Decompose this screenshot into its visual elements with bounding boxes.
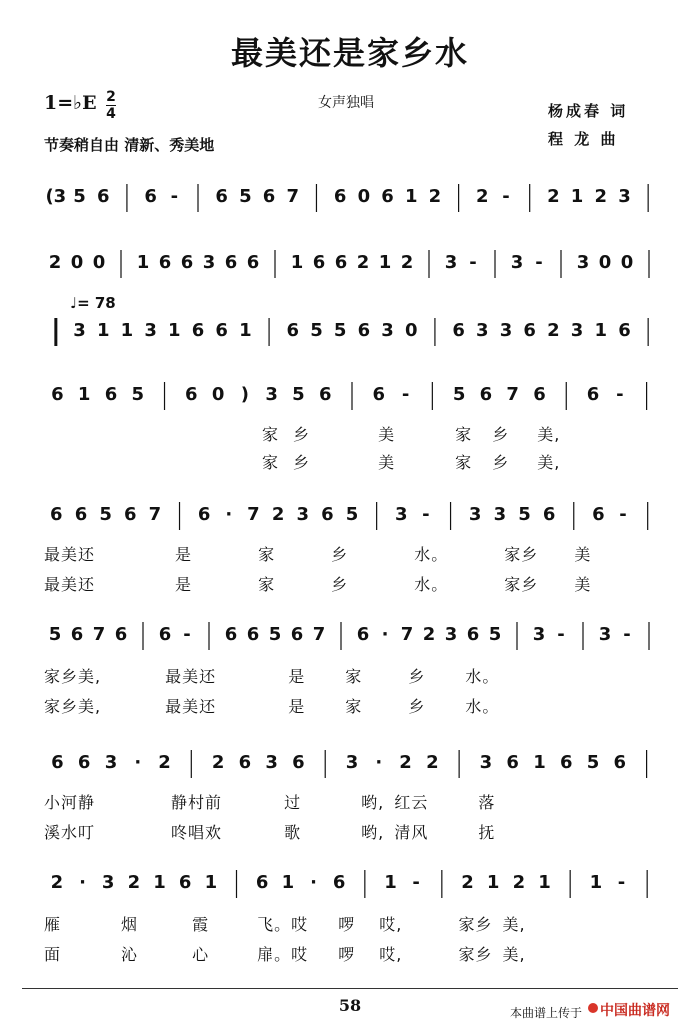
source-text: 本曲谱上传于 bbox=[510, 1006, 583, 1020]
note: 3 bbox=[444, 252, 458, 273]
note: 6 bbox=[224, 252, 238, 273]
note: 1 bbox=[290, 252, 304, 273]
note: · bbox=[79, 872, 86, 893]
note: 6 bbox=[114, 624, 128, 645]
composer-credit: 程 龙 曲 bbox=[548, 130, 619, 148]
note: 1 bbox=[168, 320, 181, 341]
brand-name: 中国曲谱网 bbox=[600, 1003, 670, 1019]
note: 6 bbox=[334, 252, 348, 273]
note: 5 bbox=[518, 504, 531, 525]
note: 5 bbox=[586, 752, 600, 773]
note: 6 bbox=[70, 624, 84, 645]
note: 6 bbox=[523, 320, 536, 341]
note: 3 bbox=[532, 624, 546, 645]
lyrics-row-5b: 最美还 是 家 乡 水。 家乡 美 bbox=[44, 575, 592, 594]
lyrics-row-8b: 面 沁 心 扉。哎 啰 哎, 家乡 美, bbox=[44, 945, 526, 964]
note: 1 bbox=[378, 252, 392, 273]
note: - bbox=[535, 252, 543, 273]
note: 7 bbox=[506, 384, 519, 405]
note: 2 bbox=[211, 752, 225, 773]
note: 6 bbox=[158, 252, 172, 273]
note: 7 bbox=[312, 624, 326, 645]
note: 6 bbox=[321, 504, 334, 525]
note: 5 bbox=[488, 624, 502, 645]
note: 6 bbox=[286, 320, 300, 341]
note: 7 bbox=[247, 504, 260, 525]
note: 3 bbox=[499, 320, 513, 341]
note: 6 bbox=[74, 504, 88, 525]
time-signature-bottom: 4 bbox=[106, 106, 116, 122]
note: · bbox=[134, 752, 142, 773]
note: 3 bbox=[345, 752, 359, 773]
lyrics-row-8a: 雁 烟 霞 飞。哎 啰 哎, 家乡 美, bbox=[44, 915, 526, 934]
lyrics-row-7a: 小河静 静村前 过 哟, 红云 落 bbox=[44, 793, 496, 812]
note: 2 bbox=[356, 252, 370, 273]
note: ) bbox=[240, 384, 249, 405]
tempo-marking: 节奏稍自由 清新、秀美地 bbox=[44, 136, 215, 154]
note: 3 bbox=[265, 384, 278, 405]
note: 6 bbox=[191, 320, 205, 341]
note: 5 bbox=[239, 186, 252, 207]
note: 0 bbox=[598, 252, 612, 273]
note: - bbox=[616, 384, 624, 405]
note: 6 bbox=[180, 252, 194, 273]
note: 6 bbox=[372, 384, 386, 405]
note: 6 bbox=[290, 624, 304, 645]
note: 6 bbox=[357, 320, 371, 341]
note: 3 bbox=[395, 504, 408, 525]
note: 2 bbox=[127, 872, 141, 893]
note: 3 bbox=[510, 252, 524, 273]
note: 6 bbox=[452, 320, 465, 341]
note: 6 bbox=[381, 186, 394, 207]
lyrics-row-6b: 家乡美, 最美还 是 家 乡 水。 bbox=[44, 697, 500, 716]
note: 6 bbox=[618, 320, 631, 341]
note: 6 bbox=[613, 752, 627, 773]
note: 5 bbox=[99, 504, 112, 525]
footer-rule bbox=[22, 988, 678, 989]
lyrics-row-7b: 溪水叮 咚唱欢 歌 哟, 清风 抚 bbox=[44, 823, 496, 842]
note: 3 bbox=[202, 252, 216, 273]
note: 7 bbox=[286, 186, 300, 207]
note: 2 bbox=[50, 872, 64, 893]
note: 1 bbox=[77, 384, 91, 405]
note: 6 bbox=[104, 384, 118, 405]
note: 6 bbox=[238, 752, 252, 773]
note: 0 bbox=[70, 252, 84, 273]
note: 6 bbox=[197, 504, 211, 525]
note: · bbox=[310, 872, 317, 893]
note: 2 bbox=[547, 186, 560, 207]
note: 2 bbox=[48, 252, 62, 273]
note: 6 bbox=[356, 624, 370, 645]
note: 5 bbox=[310, 320, 323, 341]
note: 6 bbox=[215, 320, 228, 341]
note: 1 bbox=[120, 320, 134, 341]
note: 1 bbox=[384, 872, 397, 893]
note: 5 bbox=[333, 320, 347, 341]
lyrics-row-6a: 家乡美, 最美还 是 家 乡 水。 bbox=[44, 667, 500, 686]
note: 3 bbox=[476, 320, 489, 341]
note: 1 bbox=[204, 872, 218, 893]
note: 6 bbox=[559, 752, 573, 773]
note: 2 bbox=[547, 320, 560, 341]
key-signature: 1=♭E bbox=[44, 92, 97, 114]
note: 6 bbox=[185, 384, 198, 405]
note: 3 bbox=[570, 320, 584, 341]
note: 3 bbox=[576, 252, 590, 273]
lyrics-row-4b: 家 乡 美 家 乡 美, bbox=[262, 453, 561, 472]
note: 2 bbox=[428, 186, 442, 207]
note: 6 bbox=[178, 872, 192, 893]
lyrics-row-5a: 最美还 是 家 乡 水。 家乡 美 bbox=[44, 545, 592, 564]
note: 6 bbox=[466, 624, 480, 645]
note: - bbox=[170, 186, 179, 207]
note: - bbox=[502, 186, 510, 207]
note: - bbox=[422, 504, 430, 525]
note: 3 bbox=[381, 320, 394, 341]
note: 3 bbox=[104, 752, 118, 773]
note: 6 bbox=[144, 186, 157, 207]
note: 1 bbox=[486, 872, 500, 893]
note: 6 bbox=[96, 186, 110, 207]
note: 2 bbox=[158, 752, 171, 773]
note: · bbox=[381, 624, 389, 645]
note: - bbox=[183, 624, 191, 645]
metronome-marking: ♩= 78 bbox=[70, 294, 116, 312]
note: 6 bbox=[332, 872, 346, 893]
song-title: 最美还是家乡水 bbox=[230, 34, 469, 72]
brand-logo-icon bbox=[588, 1003, 598, 1013]
note: 3 bbox=[493, 504, 507, 525]
note: 6 bbox=[586, 384, 600, 405]
note: 5 bbox=[48, 624, 62, 645]
note: 3 bbox=[598, 624, 612, 645]
note: 6 bbox=[533, 384, 546, 405]
note: - bbox=[401, 384, 410, 405]
note: 6 bbox=[333, 186, 347, 207]
note: 1 bbox=[538, 872, 551, 893]
note: - bbox=[623, 624, 631, 645]
note: 3 bbox=[479, 752, 493, 773]
note: 0 bbox=[211, 384, 225, 405]
note: 1 bbox=[589, 872, 603, 893]
note: 1 bbox=[404, 186, 418, 207]
note: · bbox=[375, 752, 383, 773]
note: 3 bbox=[618, 186, 631, 207]
note: 5 bbox=[345, 504, 359, 525]
note: · bbox=[225, 504, 233, 525]
note: 1 bbox=[153, 872, 166, 893]
note: 6 bbox=[592, 504, 605, 525]
note: 0 bbox=[357, 186, 371, 207]
note: 6 bbox=[292, 752, 305, 773]
note: - bbox=[412, 872, 420, 893]
note: 6 bbox=[246, 252, 260, 273]
note: 3 bbox=[296, 504, 309, 525]
note: 6 bbox=[158, 624, 172, 645]
note: 5 bbox=[73, 186, 86, 207]
lyrics-row-4a: 家 乡 美 家 乡 美, bbox=[262, 425, 561, 444]
note: 5 bbox=[452, 384, 466, 405]
note: 3 bbox=[101, 872, 115, 893]
note: 6 bbox=[506, 752, 519, 773]
note: 6 bbox=[77, 752, 91, 773]
note: 5 bbox=[292, 384, 305, 405]
note: 6 bbox=[318, 384, 332, 405]
note: (3 bbox=[45, 186, 67, 207]
note: 2 bbox=[594, 186, 608, 207]
note: 6 bbox=[542, 504, 556, 525]
note: 3 bbox=[444, 624, 458, 645]
note: 2 bbox=[426, 752, 439, 773]
note: 6 bbox=[262, 186, 276, 207]
note: 7 bbox=[400, 624, 414, 645]
note: 6 bbox=[215, 186, 228, 207]
performance-type: 女声独唱 bbox=[318, 95, 374, 111]
note: 1 bbox=[96, 320, 110, 341]
note: 0 bbox=[404, 320, 418, 341]
note: 2 bbox=[512, 872, 526, 893]
note: 3 bbox=[144, 320, 157, 341]
note: 1 bbox=[239, 320, 252, 341]
note: 6 bbox=[123, 504, 137, 525]
note: 3 bbox=[265, 752, 278, 773]
lyricist-credit: 杨成春 词 bbox=[548, 102, 629, 120]
note: - bbox=[619, 504, 627, 525]
note: 6 bbox=[479, 384, 493, 405]
note: - bbox=[469, 252, 477, 273]
note: 3 bbox=[73, 320, 86, 341]
note: 1 bbox=[533, 752, 546, 773]
page-number: 58 bbox=[338, 996, 362, 1015]
note: 2 bbox=[400, 252, 414, 273]
time-signature-top: 2 bbox=[106, 89, 116, 105]
note: 1 bbox=[570, 186, 584, 207]
note: 7 bbox=[148, 504, 162, 525]
note: 6 bbox=[312, 252, 326, 273]
note: 2 bbox=[271, 504, 285, 525]
note: 1 bbox=[281, 872, 295, 893]
note: 0 bbox=[620, 252, 634, 273]
note: 1 bbox=[136, 252, 150, 273]
note: 6 bbox=[255, 872, 269, 893]
note: 1 bbox=[594, 320, 608, 341]
note: 6 bbox=[50, 504, 63, 525]
note: 2 bbox=[399, 752, 412, 773]
note: 7 bbox=[92, 624, 106, 645]
note: 2 bbox=[476, 186, 489, 207]
note: 6 bbox=[51, 384, 64, 405]
note: 2 bbox=[422, 624, 436, 645]
note: 6 bbox=[224, 624, 238, 645]
note: 5 bbox=[268, 624, 282, 645]
note: 6 bbox=[51, 752, 64, 773]
note: - bbox=[617, 872, 626, 893]
note: 6 bbox=[246, 624, 260, 645]
note: 5 bbox=[131, 384, 145, 405]
note: 3 bbox=[468, 504, 482, 525]
note: 2 bbox=[461, 872, 474, 893]
note: - bbox=[557, 624, 565, 645]
note: 0 bbox=[92, 252, 106, 273]
